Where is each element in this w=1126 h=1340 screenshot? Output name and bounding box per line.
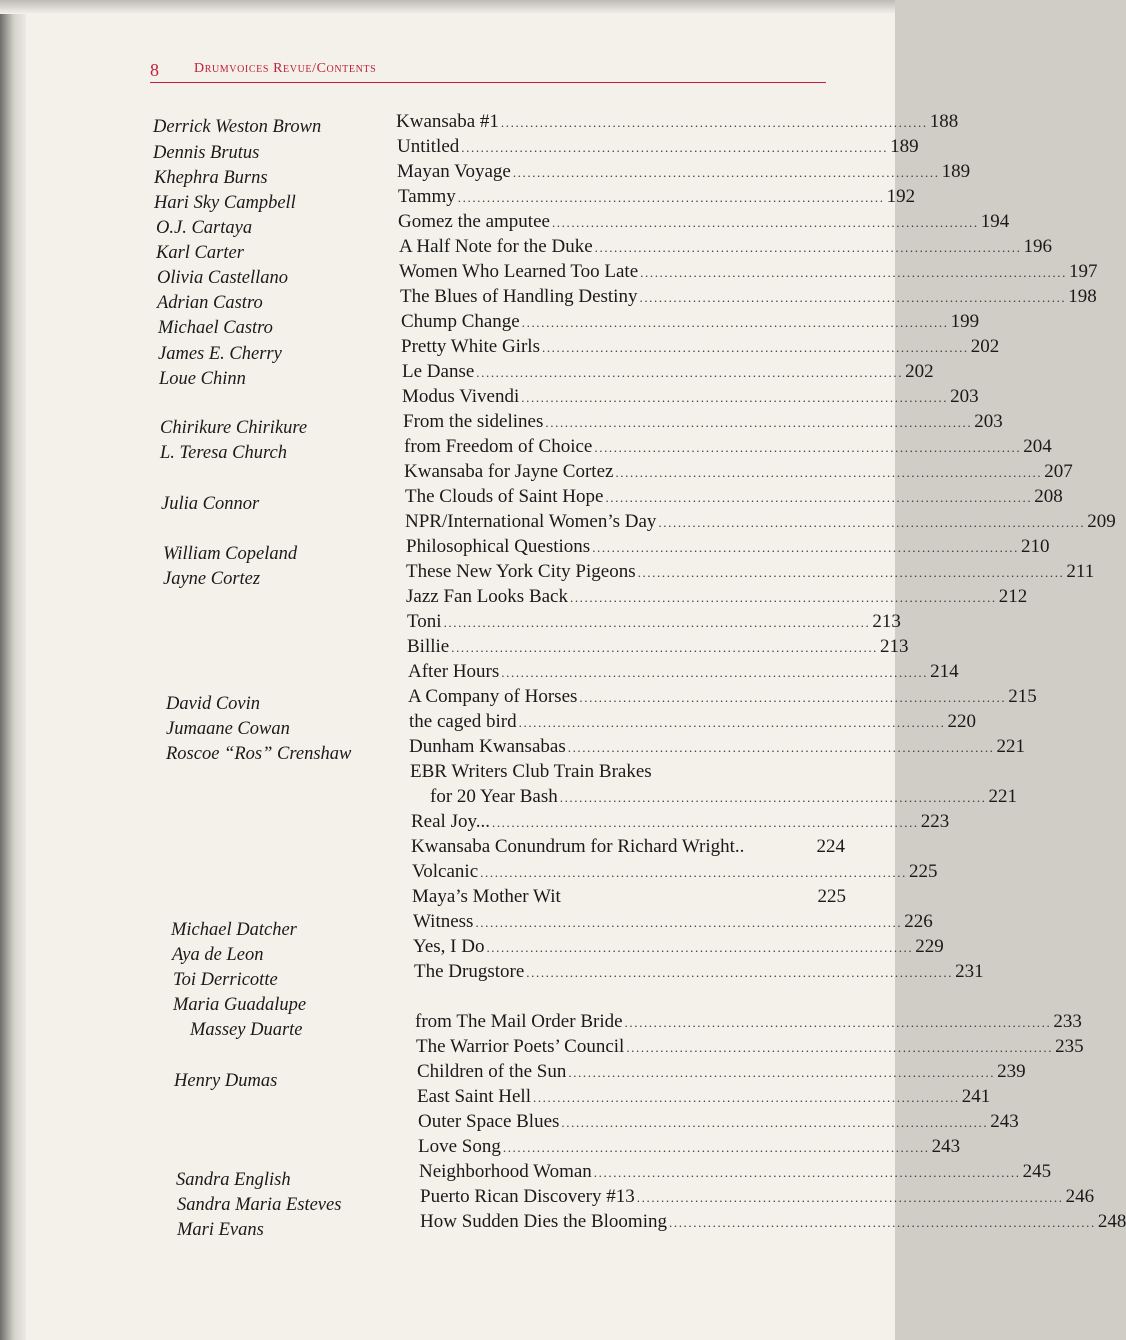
entry-title: After Hours: [408, 661, 500, 682]
toc-entry: [409, 710, 976, 734]
entry-page: 202: [905, 361, 934, 382]
author-name: Adrian Castro: [157, 293, 263, 313]
entry-title: Toni: [407, 611, 442, 632]
dot-leader: ........................................................................................: [551, 215, 979, 230]
author-name: Maria Guadalupe: [173, 995, 307, 1015]
toc-entry: [402, 360, 934, 384]
dot-leader: ........................................................................................: [624, 1015, 1052, 1030]
toc-entry: [403, 410, 1003, 434]
dot-leader: ........................................................................................: [457, 190, 885, 205]
entry-title: Maya’s Mother Wit: [412, 886, 561, 907]
author-name: Sandra Maria Esteves: [177, 1195, 342, 1215]
toc-entry: [418, 1135, 961, 1159]
entry-page: 203: [974, 411, 1003, 432]
entry-page: 197: [1068, 261, 1098, 282]
entry-title: The Drugstore: [414, 961, 525, 982]
entry-page: 223: [920, 811, 950, 832]
dot-leader: ........................................................................................: [615, 465, 1043, 480]
entry-title: Untitled: [397, 136, 460, 157]
entry-page: 243: [931, 1136, 961, 1157]
author-name: Aya de Leon: [172, 945, 264, 965]
dot-leader: ........................................................................................: [626, 1040, 1054, 1055]
entry-page: 214: [930, 661, 959, 682]
toc-entry: [409, 735, 1026, 759]
toc-entry: [408, 660, 959, 684]
entry-page: 207: [1044, 461, 1073, 482]
author-name: Sandra English: [176, 1170, 291, 1190]
dot-leader: ........................................................................................: [521, 315, 949, 330]
author-name: Jayne Cortez: [163, 569, 261, 589]
entry-page: 220: [947, 711, 976, 732]
entry-page: 199: [950, 311, 980, 332]
author-name: L. Teresa Church: [160, 443, 287, 463]
entry-title: the caged bird: [409, 711, 517, 732]
dot-leader: ........................................................................................: [639, 290, 1067, 305]
page-gutter-shadow: [0, 0, 26, 1340]
entry-title: for 20 Year Bash: [430, 786, 558, 807]
entry-title: Dunham Kwansabas: [409, 736, 566, 757]
author-name: Dennis Brutus: [153, 143, 260, 163]
dot-leader: ........................................................................................: [461, 140, 889, 155]
dot-leader: ........................................................................................: [594, 240, 1022, 255]
entry-title: Modus Vivendi: [402, 386, 520, 407]
entry-page: 213: [880, 636, 909, 657]
dot-leader: ........................................................................................: [501, 665, 929, 680]
entry-page: 246: [1065, 1186, 1095, 1207]
entry-title: From the sidelines: [403, 411, 544, 432]
entry-title: Women Who Learned Too Late: [399, 261, 639, 282]
author-name: Loue Chinn: [159, 369, 246, 389]
toc-entry: [411, 810, 950, 834]
entry-page: 241: [961, 1086, 991, 1107]
dot-leader: ........................................................................................: [532, 1090, 960, 1105]
dot-leader: ........................................................................................: [545, 415, 973, 430]
entry-title: Le Danse: [402, 361, 475, 382]
entry-page: 194: [980, 211, 1010, 232]
entry-title: The Warrior Poets’ Council: [416, 1036, 625, 1057]
dot-leader: ........................................................................................: [594, 440, 1022, 455]
author-name: William Copeland: [163, 544, 298, 564]
toc-entry: [401, 310, 980, 334]
entry-title: Outer Space Blues: [418, 1111, 560, 1132]
author-name: Olivia Castellano: [157, 268, 289, 288]
author-name: Michael Castro: [158, 318, 273, 338]
entry-title: The Clouds of Saint Hope: [405, 486, 604, 507]
toc-entry: [402, 385, 979, 409]
author-name: Massey Duarte: [190, 1020, 303, 1040]
toc-entry: [404, 460, 1073, 484]
dot-leader: ........................................................................................: [593, 1165, 1021, 1180]
running-header: [150, 60, 826, 83]
dot-leader: ........................................................................................: [480, 865, 907, 880]
author-name: Derrick Weston Brown: [153, 117, 322, 137]
entry-title: How Sudden Dies the Blooming: [420, 1211, 667, 1232]
toc-entry: [408, 685, 1037, 709]
dot-leader: ........................................................................................: [486, 940, 914, 955]
page-top-shadow: [0, 0, 895, 14]
toc-entry: [397, 160, 971, 184]
entry-title: Puerto Rican Discovery #13: [420, 1186, 635, 1207]
toc-entry: [419, 1160, 1052, 1184]
entry-title: Love Song: [418, 1136, 501, 1157]
entry-page: 226: [904, 911, 933, 932]
author-name: Toi Derricotte: [173, 970, 278, 990]
entry-title: The Blues of Handling Destiny: [400, 286, 638, 307]
entry-title: Kwansaba for Jayne Cortez: [404, 461, 614, 482]
dot-leader: ........................................................................................: [443, 615, 871, 630]
entry-page: 189: [941, 161, 971, 182]
entry-title: Neighborhood Woman: [419, 1161, 592, 1182]
entry-title: from The Mail Order Bride: [415, 1011, 623, 1032]
dot-leader: ........................................................................................: [476, 365, 904, 380]
dot-leader: ........................................................................................: [526, 965, 954, 980]
dot-leader: ........................................................................................: [640, 265, 1067, 280]
dot-leader: ........................................................................................: [541, 340, 969, 355]
entry-title: East Saint Hell: [417, 1086, 531, 1107]
dot-leader: ........................................................................................: [559, 790, 987, 805]
dot-leader: ........................................................................................: [669, 1215, 1096, 1230]
toc-entry: [406, 560, 1095, 584]
dot-leader: ........................................................................................: [568, 1065, 996, 1080]
author-name: James E. Cherry: [158, 344, 282, 364]
entry-page: 210: [1021, 536, 1050, 557]
entry-page: 189: [890, 136, 919, 157]
entry-title: Mayan Voyage: [397, 161, 511, 182]
author-name: Julia Connor: [161, 494, 260, 514]
entry-page: 221: [988, 786, 1018, 807]
toc-entry: [413, 910, 933, 934]
toc-entry: [400, 285, 1097, 309]
page-number: 8: [150, 60, 159, 80]
entry-page: 211: [1066, 561, 1095, 582]
entry-title: Volcanic: [412, 861, 479, 882]
toc-entry: [420, 1210, 1126, 1234]
dot-leader: ........................................................................................: [491, 815, 919, 830]
entry-title: A Half Note for the Duke: [399, 236, 593, 257]
author-name: Karl Carter: [156, 243, 244, 263]
entry-title: Children of the Sun: [417, 1061, 567, 1082]
entry-title: Tammy: [398, 186, 456, 207]
entry-title: Philosophical Questions: [406, 536, 591, 557]
toc-entry: [399, 260, 1098, 284]
entry-title: A Company of Horses: [408, 686, 578, 707]
entry-page: 233: [1053, 1011, 1082, 1032]
entry-page: 224: [816, 836, 845, 857]
entry-page: 243: [990, 1111, 1019, 1132]
toc-entry: [417, 1085, 991, 1109]
toc-entry: [414, 960, 984, 984]
toc-entry: [418, 1110, 1019, 1134]
entry-title: Real Joy...: [411, 811, 490, 832]
entry-page: 198: [1068, 286, 1097, 307]
toc-entry: [413, 935, 944, 959]
toc-entry-title-line: EBR Writers Club Train Brakes: [410, 761, 652, 782]
toc-entry: [397, 135, 919, 159]
entry-page: 212: [998, 586, 1028, 607]
entry-page: 221: [996, 736, 1026, 757]
dot-leader: ........................................................................................: [561, 1115, 989, 1130]
toc-entry: [430, 785, 1018, 809]
entry-page: 188: [929, 111, 959, 132]
entry-title: Billie: [407, 636, 450, 657]
dot-leader: ........................................................................................: [658, 515, 1086, 530]
running-title: Drumvoices Revue/Contents: [194, 61, 377, 76]
entry-page: 245: [1022, 1161, 1052, 1182]
dot-leader: ........................................................................................: [521, 390, 949, 405]
entry-page: 209: [1087, 511, 1116, 532]
author-name: Roscoe “Ros” Crenshaw: [166, 744, 352, 764]
author-name: Mari Evans: [177, 1220, 264, 1240]
entry-title: Gomez the amputee: [398, 211, 550, 232]
dot-leader: ........................................................................................: [512, 165, 940, 180]
entry-title: Witness: [413, 911, 474, 932]
toc-entry: [416, 1035, 1084, 1059]
author-name: David Covin: [166, 694, 261, 714]
dot-leader: ........................................................................................: [636, 1190, 1064, 1205]
dot-leader: ........................................................................................: [592, 540, 1020, 555]
dot-leader: ........................................................................................: [451, 640, 879, 655]
entry-title: Kwansaba #1: [396, 111, 499, 132]
dot-leader: ........................................................................................: [637, 565, 1065, 580]
entry-title: Jazz Fan Looks Back: [406, 586, 568, 607]
entry-title: Chump Change: [401, 311, 520, 332]
toc-entry: [396, 110, 959, 134]
toc-entry: [407, 635, 909, 659]
entry-page: 225: [908, 861, 938, 882]
author-name: Michael Datcher: [171, 920, 297, 940]
toc-entry: [415, 1010, 1082, 1034]
dot-leader: ........................................................................................: [569, 590, 997, 605]
entry-page: 248: [1097, 1211, 1126, 1232]
dot-leader: ........................................................................................: [567, 740, 995, 755]
dot-leader: ........................................................................................: [502, 1140, 930, 1155]
author-name: Chirikure Chirikure: [160, 418, 308, 438]
toc-entry: [412, 885, 846, 909]
toc-entry: [405, 485, 1063, 509]
author-name: Khephra Burns: [154, 168, 268, 188]
entry-page: 213: [872, 611, 901, 632]
entry-title: NPR/International Women’s Day: [405, 511, 657, 532]
toc-entry: [398, 210, 1010, 234]
toc-entry: [411, 835, 845, 859]
entry-page: 202: [970, 336, 1000, 357]
author-name: Hari Sky Campbell: [154, 193, 296, 213]
toc-entry: [398, 185, 916, 209]
entry-page: 215: [1008, 686, 1037, 707]
toc-entry: [406, 535, 1050, 559]
entry-page: 235: [1055, 1036, 1084, 1057]
dot-leader: ........................................................................................: [475, 915, 903, 930]
entry-page: 192: [886, 186, 916, 207]
toc-entry: [407, 610, 901, 634]
entry-page: 231: [955, 961, 984, 982]
entry-title: from Freedom of Choice: [404, 436, 593, 457]
entry-page: 203: [950, 386, 979, 407]
entry-page: 196: [1023, 236, 1052, 257]
entry-page: 225: [817, 886, 846, 907]
dot-leader: ........................................................................................: [518, 715, 946, 730]
entry-title: These New York City Pigeons: [406, 561, 636, 582]
dot-leader: ........................................................................................: [500, 115, 928, 130]
toc-entry: [412, 860, 938, 884]
dot-leader: ........................................................................................: [605, 490, 1033, 505]
toc-entry: [406, 585, 1028, 609]
entry-page: 204: [1023, 436, 1052, 457]
entry-page: 208: [1034, 486, 1063, 507]
author-name: O.J. Cartaya: [156, 218, 253, 238]
author-name: Jumaane Cowan: [166, 719, 290, 739]
entry-title: Pretty White Girls: [401, 336, 540, 357]
author-name: Henry Dumas: [174, 1071, 278, 1091]
entry-title: Yes, I Do: [413, 936, 485, 957]
toc-entry: [401, 335, 1000, 359]
toc-entry: [399, 235, 1052, 259]
toc-entry: [404, 435, 1052, 459]
dot-leader: ........................................................................................: [579, 690, 1007, 705]
toc-entry: [420, 1185, 1095, 1209]
entry-title: Kwansaba Conundrum for Richard Wright..: [411, 836, 745, 857]
entry-page: 239: [997, 1061, 1026, 1082]
toc-entry: [405, 510, 1116, 534]
entry-page: 229: [915, 936, 944, 957]
toc-entry: [417, 1060, 1026, 1084]
